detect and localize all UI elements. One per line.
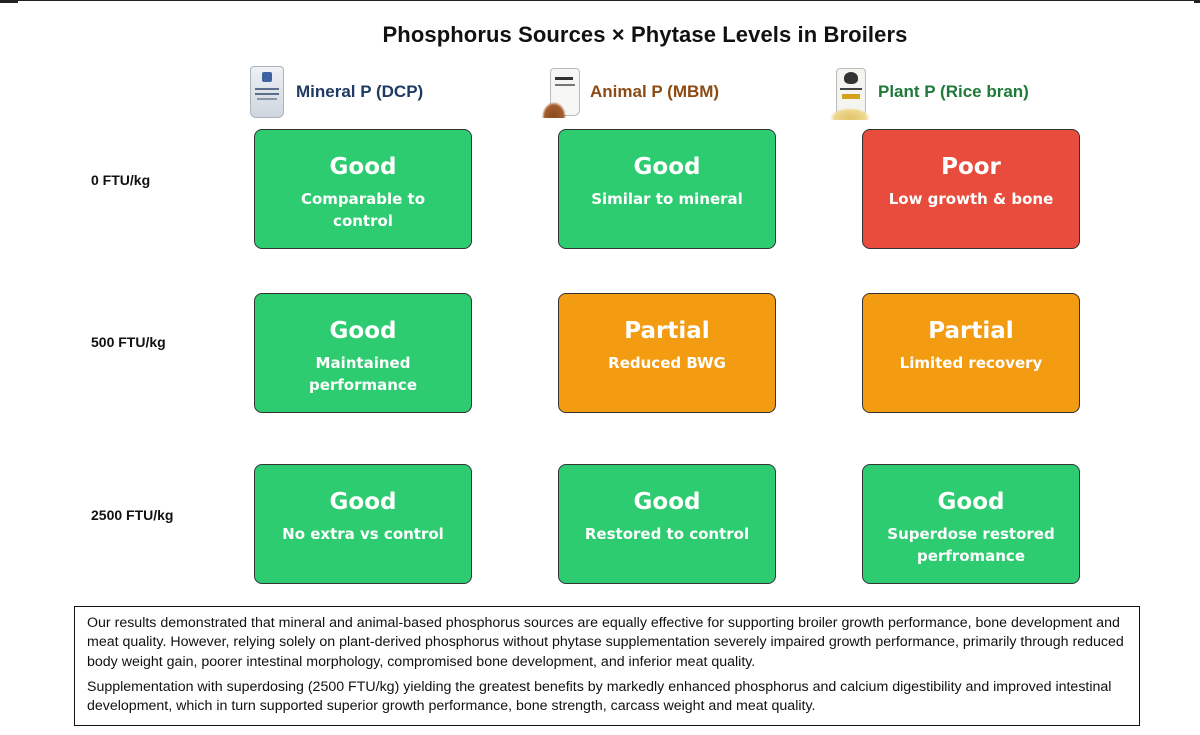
row-label-2500-ftu: 2500 FTU/kg [91,507,174,523]
summary-paragraph-2: Supplementation with superdosing (2500 FTU/kg) yielding the greatest benefits by markedly enhanced phosphorus and calcium digestibility and improved intestinal development, which in turn supported superior growth performance, bone strength, carcass weight and meat quality. [87,678,1112,715]
cell-status: Good [633,489,701,515]
cell-description: Limited recovery [899,354,1043,372]
cell-description: Maintained performance [308,354,418,394]
column-label-mineral: Mineral P (DCP) [296,82,424,101]
cell-description: Reduced BWG [608,354,726,372]
cell-description: Similar to mineral [591,190,743,208]
cell-status: Good [329,154,397,180]
cell-description: Superdose restored perfromance [887,525,1055,565]
top-border [0,0,1200,3]
cell-description: Low growth & bone [888,190,1054,208]
cell-status: Partial [624,318,710,344]
result-cell [254,464,472,584]
result-cell [862,464,1080,584]
cell-status: Good [937,489,1005,515]
result-cell [558,464,776,584]
cell-status: Good [633,154,701,180]
result-cell [558,129,776,249]
result-cell [558,293,776,413]
column-label-plant: Plant P (Rice bran) [878,82,1029,101]
cell-description: Comparable to control [300,190,426,230]
row-label-500-ftu: 500 FTU/kg [91,334,166,350]
result-cell [254,293,472,413]
cell-description: Restored to control [584,525,750,543]
cell-status: Good [329,318,397,344]
cell-description: No extra vs control [282,525,444,543]
result-cell [862,293,1080,413]
rice-bran-bag-icon [830,64,870,120]
result-cell [254,129,472,249]
column-header-mineral [248,62,423,122]
summary-box [74,606,1140,726]
result-cell [862,129,1080,249]
cell-status: Good [329,489,397,515]
column-label-animal: Animal P (MBM) [590,82,720,101]
page-title: Phosphorus Sources × Phytase Levels in Broilers [382,22,908,47]
summary-paragraph-1: Our results demonstrated that mineral and animal-based phosphorus sources are equally effective for supporting broiler growth performance, bone development and meat quality. However, relying solely on plant-derived phosphorus without phytase supplementation severely impaired growth performance, primarily through reduced body weight gain, poorer intestinal morphology, compromised bone development, and inferior meat quality. [87,615,1124,670]
dcp-bag-icon [248,64,288,120]
column-header-animal [542,62,719,122]
row-label-0-ftu: 0 FTU/kg [91,172,151,188]
cell-status: Poor [941,154,1001,180]
column-header-plant [830,62,1029,122]
cell-status: Partial [928,318,1014,344]
mbm-bag-icon [542,64,582,120]
